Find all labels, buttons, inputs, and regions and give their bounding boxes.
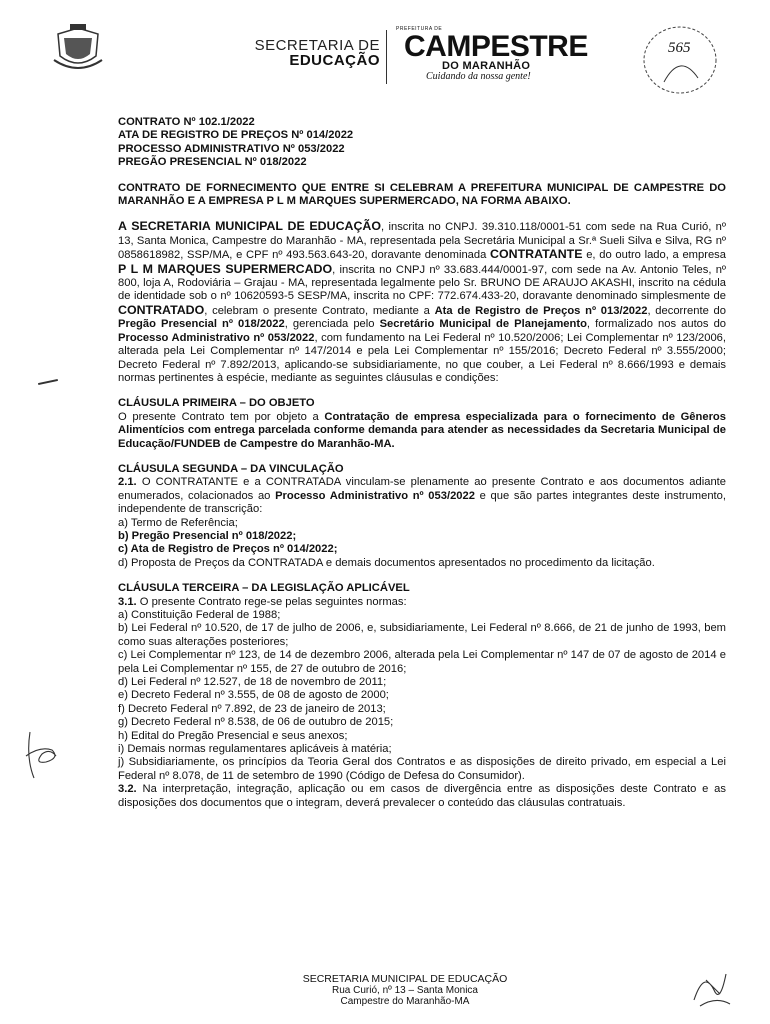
clause2-item-b: b) Pregão Presencial nº 018/2022; [118, 529, 297, 542]
clause2-text: 2.1. O CONTRATANTE e a CONTRATADA vinculam-se plenamente ao presente Contrato e aos documentos adiante enumerados, colacionados ao Processo Administrativo nº 053/2022 e que são partes integrantes deste instrumento, independente de transcrição: [118, 476, 726, 516]
stamp-number: 565 [668, 40, 691, 56]
intro-paragraph: A SECRETARIA MUNICIPAL DE EDUCAÇÃO, inscrita no CNPJ. 39.310.118/0001-51 com sede na Rua Curió, nº 13, Santa Monica, Campestre do Maranhão - MA, representada pela Secretária Municipal a Sr.ª Sueli Silva e Silva, RG nº 0858618982, SSP/MA, e CPF nº 493.563.643-20, doravante denominada CONTRATANTE e, do outro lado, a empresa P L M MARQUES SUPERMERCADO, inscrita no CNPJ nº 33.683.444/0001-97, com sede na Av. Antonio Teles, nº 800, loja A, Rodoviária – Grajau - MA, representada legalmente pelo Sr. BRUNO DE ARAUJO AKASHI, inscrito na cédula de identidade sob o nº 10620593-5 SESP/MA, inscrita no CPF: 772.674.433-20, doravante denominado simplesmente de CONTRATADO, celebram o presente Contrato, mediante a Ata de Registro de Preços nº 013/2022, decorrente do Pregão Presencial nº 018/2022, gerenciada pelo Secretário Municipal de Planejamento, formalizado nos autos do Processo Administrativo nº 053/2022, com fundamento na Lei Federal nº 10.520/2006; Lei Complementar nº 123/2006, alterada pela Lei Complementar nº 147/2014 e pela Lei Complementar nº 155/2016; Decreto Federal nº 3.555/2000; Decreto Federal nº 7.892/2013, aplicando-se subsidiariamente, no que couber, a Lei Federal nº 8.666/1993 e demais normas pertinentes à espécie, mediante as seguintes cláusulas e condições: [118, 219, 727, 384]
logo-prefix: PREFEITURA DE [396, 26, 443, 32]
clause2-item-d: d) Proposta de Preços da CONTRATADA e demais documentos apresentados no procedimento da licitação. [118, 556, 655, 569]
footer-line3: Campestre do Maranhão-MA [340, 996, 470, 1007]
clause3-2-text: 3.2. Na interpretação, integração, aplicação ou em casos de divergência entre as disposições deste Contrato e as disposições dos documentos que o integram, deverá prevalecer o conteúdo das cláusulas contratuais. [118, 783, 726, 809]
clause3-item-a: a) Constituição Federal de 1988; [118, 609, 281, 621]
clause3-item-d: d) Lei Federal nº 12.527, de 18 de novembro de 2011; [118, 676, 387, 689]
processo-number: PROCESSO ADMINISTRATIVO Nº 053/2022 [118, 142, 345, 155]
logo-sub-text: DO MARANHÃO [442, 60, 531, 72]
clause3-intro: 3.1. O presente Contrato rege-se pelas seguintes normas: [118, 595, 407, 608]
secretaria-label [252, 38, 380, 69]
clause2-item-c: c) Ata de Registro de Preços nº 014/2022; [118, 543, 338, 556]
logo-slogan: Cuidando da nossa gente! [426, 71, 531, 82]
page-number-stamp [640, 22, 720, 98]
clause1-heading: CLÁUSULA PRIMEIRA – DO OBJETO [118, 397, 315, 410]
clause3-item-g: g) Decreto Federal nº 8.538, de 06 de outubro de 2015; [118, 716, 394, 729]
margin-mark [38, 379, 58, 385]
margin-signature [20, 728, 64, 784]
footer-signature [686, 960, 736, 1012]
contract-number: CONTRATO Nº 102.1/2022 [118, 116, 255, 128]
clause2-item-a: a) Termo de Referência; [118, 516, 238, 529]
footer-line2: Rua Curió, nº 13 – Santa Monica [332, 985, 478, 996]
ata-number: ATA DE REGISTRO DE PREÇOS Nº 014/2022 [118, 129, 354, 142]
clause3-item-e: e) Decreto Federal nº 3.555, de 08 de agosto de 2000; [118, 689, 389, 702]
campestre-logo [392, 26, 588, 82]
clause3-item-f: f) Decreto Federal nº 7.892, de 23 de janeiro de 2013; [118, 702, 386, 715]
clause3-item-i: i) Demais normas regulamentares aplicáveis à matéria; [118, 743, 392, 756]
contract-title: CONTRATO DE FORNECIMENTO QUE ENTRE SI CELEBRAM A PREFEITURA MUNICIPAL DE CAMPESTRE DO MARANHÃO E A EMPRESA P L M MARQUES SUPERMERCADO, NA FORMA ABAIXO. [118, 181, 726, 208]
secretaria-line1: SECRETARIA DE [254, 37, 380, 54]
clause1-text: O presente Contrato tem por objeto a Contratação de empresa especializada para o fornecimento de Gêneros Alimentícios com entrega parcelada conforme demanda para atender as necessidades da Secretaria Municipal de Educação/FUNDEB de Campestre do Maranhão-MA. [118, 410, 726, 450]
logo-main-text: CAMPESTRE [404, 30, 588, 63]
clause3-item-h: h) Edital do Pregão Presencial e seus anexos; [118, 729, 348, 742]
pregao-number: PREGÃO PRESENCIAL Nº 018/2022 [118, 156, 307, 169]
footer-line1: SECRETARIA MUNICIPAL DE EDUCAÇÃO [302, 973, 508, 985]
clause3-item-j: j) Subsidiariamente, os princípios da Teoria Geral dos Contratos e as disposições de direito privado, em especial a Lei Federal nº 8.078, de 11 de setembro de 1990 (Código de Defesa do Consumidor). [118, 756, 726, 782]
clause3-heading: CLÁUSULA TERCEIRA – DA LEGISLAÇÃO APLICÁVEL [118, 582, 410, 595]
contract-references [118, 116, 726, 170]
contract-document [118, 116, 726, 810]
page-footer [170, 974, 640, 1007]
secretaria-line2: EDUCAÇÃO [289, 52, 380, 69]
clause2-heading: CLÁUSULA SEGUNDA – DA VINCULAÇÃO [118, 462, 344, 475]
municipal-coat-of-arms [52, 24, 104, 74]
clause3-item-b: b) Lei Federal nº 10.520, de 17 de julho de 2006, e, subsidiariamente, Lei Federal nº 8.666, de 21 de junho de 1993, bem como suas alterações posteriores; [118, 622, 726, 648]
clause3-item-c: c) Lei Complementar nº 123, de 14 de dezembro 2006, alterada pela Lei Complementar nº 147 de 07 de agosto de 2014 e pela Lei Complementar nº 155, de 27 de outubro de 2016; [118, 649, 726, 675]
header-divider [386, 30, 387, 84]
